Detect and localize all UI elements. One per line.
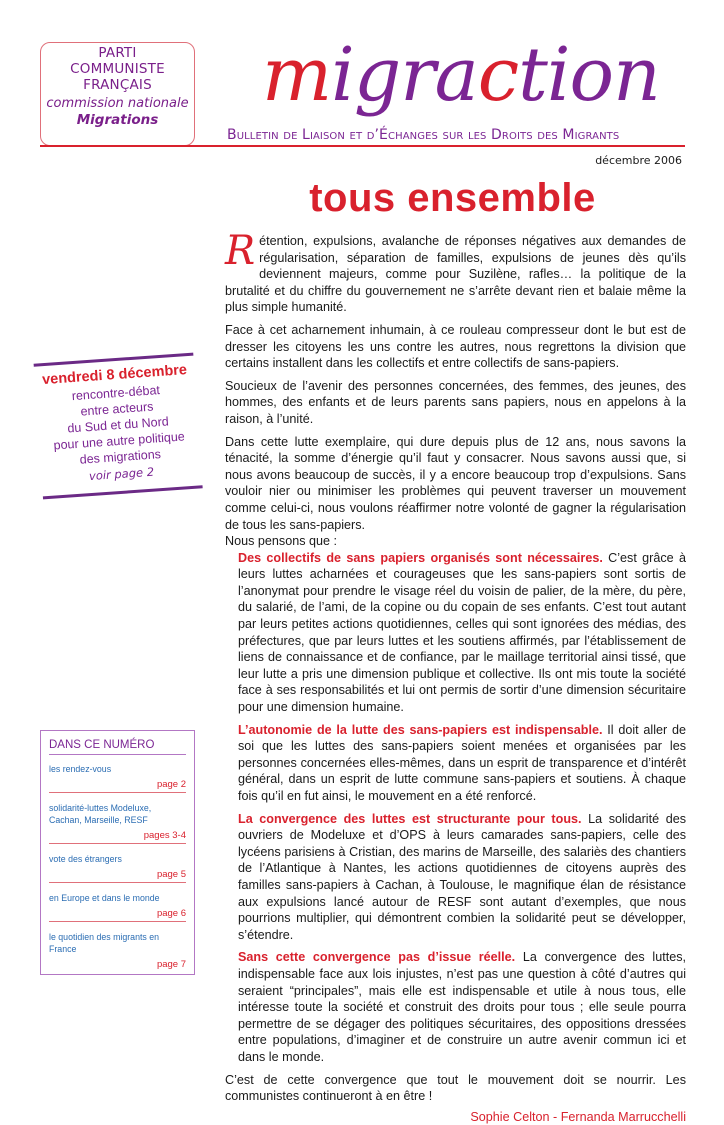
toc-item[interactable]	[49, 892, 186, 922]
toc-item-title: le quotidien des migrants en France	[49, 932, 160, 954]
point-4-text: La convergence des luttes, indispensable face aux lois injustes, n’est pas une question à côté d’autres qui seraient “principales”, mais elle est indispensable et utile à nous tous, elle intéresse toute la société et construit des droits pour tous ; elle seule pourra permettre de se dégager des politiques sécuritaires, des oppositions dressées entre populations, d’imaginer et de construire un autre avenir commun ici et dans le monde.	[238, 950, 686, 1064]
point-1	[225, 550, 686, 716]
event-line-2: entre acteurs	[80, 399, 154, 419]
migraction-logo	[262, 30, 682, 130]
commission-label: commission nationale	[46, 96, 189, 111]
point-2-text: Il doit aller de soi que les luttes des sans-papiers soient menées et organisées par les personnes concernées elles-mêmes, dans un esprit de transparence et d’intérêt général, dans un esprit de lutte commune sans-papiers et soutiens. À chaque fois qu’il en fut ainsi, le mouvement en a été renforcé.	[238, 722, 687, 803]
bulletin-subtitle: Bulletin de Liaison et d’Échanges sur les Droits des Migrants	[227, 127, 620, 143]
drop-cap: R	[225, 228, 256, 274]
toc-item-title: en Europe et dans le monde	[49, 893, 160, 903]
toc-item[interactable]	[49, 763, 186, 793]
paragraph-4: Dans cette lutte exemplaire, qui dure depuis plus de 12 ans, nous savons la ténacité, la somme d’énergie qu’il faut y consacrer. Nous savons aussi que, si nous avons beaucoup de succès, il y a encore beaucoup trop d’expulsions. Sans vouloir nier ou minimiser les problèmes qui peuvent traverser un mouvement comme celui-ci, nous voulons réaffirmer notre volonté de gagner la régularisation de tous les sans-papiers.	[225, 434, 686, 532]
point-4	[225, 949, 686, 1065]
paragraph-3: Soucieux de l’avenir des personnes concernées, des femmes, des jeunes, des hommes, des enfants et de leurs parents sans papiers, nous en appelons à la raison, à l’unité.	[225, 378, 686, 426]
event-line-3: du Sud et du Nord	[66, 414, 170, 436]
event-line-4: pour une autre politique	[53, 429, 186, 453]
logo-igra: igra	[331, 32, 478, 118]
point-3-lead: La convergence des luttes est structurante pour tous.	[238, 811, 582, 826]
point-2-lead: L’autonomie de la lutte des sans-papiers est indispensable.	[238, 722, 603, 737]
toc-item-title: solidarité-luttes Modeluxe, Cachan, Marseille, RESF	[49, 803, 152, 825]
event-description	[35, 380, 200, 471]
paragraph-5: Nous pensons que :	[225, 534, 338, 549]
point-1-text: C’est grâce à leurs luttes acharnées et courageuses que les sans-papiers sont sortis de l’anonymat pour prendre le visage réel du voisin de palier, de la mère, du père, du salarié, de l’ami, de la copine ou du copain de ses enfants. C’est tout autant par leurs petites actions quotidiennes, celles qui sont ignorées des médias, des préfectures, que par leurs luttes et les soutiens affirmés, par l’établissement de liens de connaissance et de confiance, par le maillage territorial ainsi tissé, que leur lutte a pris une dimension publique et collective. Ils ont mis toute la société face à ses responsabilités et lui ont permis de sortir d’une dimension sécuritaire pour une dimension humaine.	[238, 550, 687, 715]
logo-c: c	[477, 32, 519, 118]
pcf-line-1: PARTI	[98, 45, 137, 61]
toc-item[interactable]	[49, 802, 186, 844]
table-of-contents	[40, 730, 195, 975]
toc-item-title: vote des étrangers	[49, 854, 122, 864]
toc-item-page: page 5	[156, 869, 186, 880]
closing-paragraph: C’est de cette convergence que tout le mouvement doit se nourrir. Les communistes continueront à en être !	[225, 1072, 686, 1104]
toc-item[interactable]	[49, 853, 186, 883]
toc-item-title: les rendez-vous	[49, 764, 112, 774]
issue-date: décembre 2006	[595, 154, 682, 167]
toc-title: DANS CE NUMÉRO	[49, 739, 186, 755]
point-3-text: La solidarité des ouvriers de Modeluxe et d’OPS à leurs camarades sans-papiers, celle des lycéens parisiens à Cristian, des marins de Marseille, des salariès des chantiers de l’Atlantique à Nantes, les actions quotidiennes de citoyens auprès des familles sans-papiers à Cachan, à Toulouse, le magnifique élan de résistance aux expulsions lancé autour de RESF sont autant d’exemples, que nous pourrions multiplier, qui démontrent combien la solidarité peut se développer, s’étendre.	[238, 811, 686, 942]
masthead-divider	[40, 145, 685, 147]
see-page-link[interactable]: voir page 2	[88, 464, 155, 484]
point-2	[225, 722, 686, 805]
event-line-5: des migrations	[79, 447, 162, 467]
point-3	[225, 811, 686, 944]
article-signature: Sophie Celton - Fernanda Marrucchelli	[470, 1109, 686, 1124]
editorial-article	[225, 228, 687, 1125]
point-1-lead: Des collectifs de sans papiers organisés sont nécessaires.	[238, 550, 603, 565]
logo-m: m	[262, 32, 332, 118]
logo-tion: tion	[518, 32, 660, 118]
toc-item-page: page 6	[156, 908, 186, 919]
event-promo	[34, 353, 203, 496]
pcf-commission-box	[40, 42, 195, 146]
toc-item-page: page 2	[156, 779, 186, 790]
toc-item-page: pages 3-4	[143, 830, 186, 841]
migrations-label: Migrations	[76, 112, 159, 128]
toc-item-page: page 7	[156, 959, 186, 970]
paragraph-1: étention, expulsions, avalanche de réponses négatives aux demandes de régularisation, séparation de familles, expulsions de jeunes dès qu’ils deviennent majeurs, comme pour Suzilène, rafles… la politique de la brutalité et du chiffre du gouvernement ne s’arrête devant rien et balaie même la plus simple humanité.	[225, 234, 686, 315]
point-4-lead: Sans cette convergence pas d’issue réelle.	[238, 950, 516, 965]
pcf-line-3: FRANÇAIS	[83, 77, 152, 93]
event-date: vendredi 8 décembre	[41, 362, 188, 389]
pcf-line-2: COMMUNISTE	[70, 61, 165, 77]
event-line-1: rencontre-débat	[71, 383, 161, 404]
paragraph-2: Face à cet acharnement inhumain, à ce rouleau compresseur dont le but est de dresser les citoyens les uns contre les autres, nous regrettons la division que certains installent dans les collectifs et entre collectifs de sans-papiers.	[225, 322, 686, 371]
toc-item[interactable]	[49, 931, 186, 972]
article-headline: tous ensemble	[309, 176, 596, 220]
promo-bottom-rule	[43, 485, 203, 499]
